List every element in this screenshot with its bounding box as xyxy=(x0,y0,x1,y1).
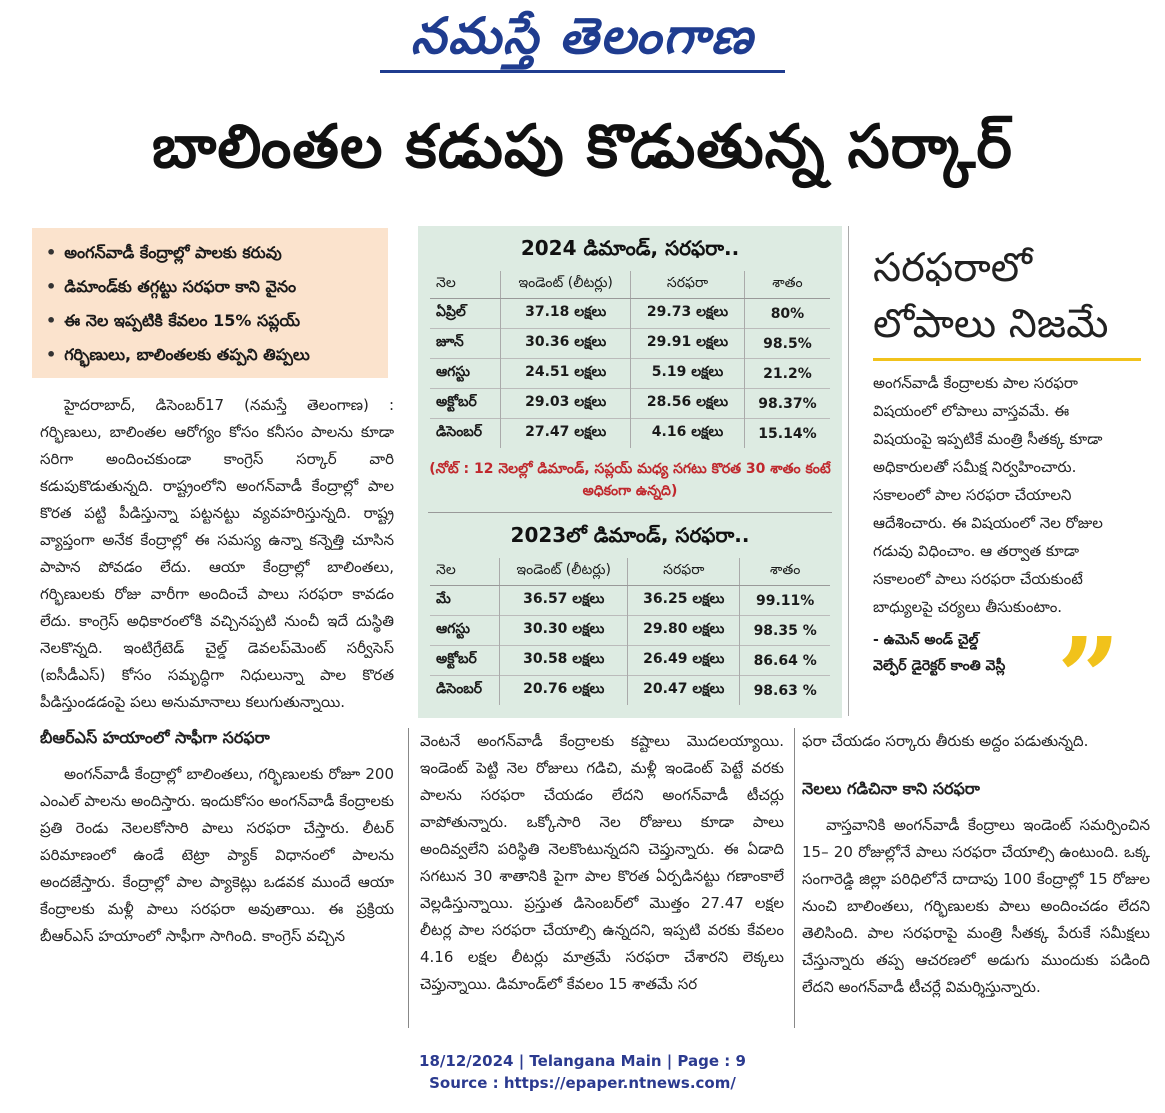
column-divider xyxy=(794,728,795,1028)
sidebar-accent-bar xyxy=(873,358,1141,361)
masthead-logo: నమస్తే తెలంగాణ xyxy=(410,6,755,65)
highlights-box xyxy=(32,228,388,378)
headline: బాలింతల కడుపు కొడుతున్న సర్కార్ xyxy=(152,112,1013,182)
table-separator xyxy=(428,512,832,513)
table-header: నెల xyxy=(430,271,501,299)
table-row: జూన్ 30.36 లక్షలు 29.91 లక్షలు 98.5% xyxy=(430,329,830,359)
article-column-2 xyxy=(420,728,784,998)
column-divider xyxy=(408,728,409,1028)
table-2023 xyxy=(430,558,830,705)
table-row: ఆగస్టు 24.51 లక్షలు 5.19 లక్షలు 21.2% xyxy=(430,359,830,389)
article-column-3 xyxy=(802,728,1150,1001)
table-note: (నోట్ : 12 నెలల్లో డిమాండ్, సప్లయ్ మధ్య సగటు కొరత 30 శాతం కంటే అధికంగా ఉన్నది) xyxy=(429,461,831,499)
sidebar-box xyxy=(848,226,1149,742)
footer xyxy=(0,1050,1165,1094)
data-tables-box xyxy=(418,226,842,718)
article-paragraph: వాస్తవానికి అంగన్‌వాడీ కేంద్రాలు ఇండెంట్ సమర్పించిన 15– 20 రోజుల్లోనే పాలు సరఫరా చేయాల్సి ఉంటుంది. ఒక్క సంగారెడ్డి జిల్లా పరిధిలోనే దాదాపు 100 కేంద్రాల్లో 15 రోజుల నుంచి బాలింతలు, గర్భిణులకు పాలు అందించడం లేదని తెలిసింది. పాల సరఫరాపై మంత్రి సీతక్క పేరుకే సమీక్షలు చేస్తున్నారు తప్ప ఆచరణలో అడుగు ముందుకు పడింది లేదని అంగన్‌వాడీ టీచర్లే విమర్శిస్తున్నారు. xyxy=(802,816,1150,996)
article-paragraph: ఫరా చేయడం సర్కారు తీరుకు అద్దం పడుతున్నది. xyxy=(802,732,1089,750)
table-header: ఇండెంట్ (లీటర్లు) xyxy=(501,271,631,299)
highlight-item: • గర్భిణులు, బాలింతలకు తప్పని తిప్పలు xyxy=(46,345,310,364)
sidebar-signature: - ఉమెన్ అండ్ చైల్డ్ వెల్ఫేర్ డైరెక్టర్ కాంతి వెస్లీ xyxy=(873,632,1006,674)
table-row: డిసెంబర్ 20.76 లక్షలు 20.47 లక్షలు 98.63 % xyxy=(430,676,830,706)
highlight-item: • అంగన్‌వాడీ కేంద్రాల్లో పాలకు కరువు xyxy=(46,243,282,262)
table-row: అక్టోబర్ 30.58 లక్షలు 26.49 లక్షలు 86.64 % xyxy=(430,646,830,676)
bullet-icon: • xyxy=(46,345,57,364)
article-column-1 xyxy=(40,392,394,950)
table-2024 xyxy=(430,271,830,448)
table-2023-title: 2023లో డిమాండ్, సరఫరా.. xyxy=(510,523,750,547)
table-row: డిసెంబర్ 27.47 లక్షలు 4.16 లక్షలు 15.14% xyxy=(430,419,830,449)
highlight-item: • ఈ నెల ఇప్పటికి కేవలం 15% సప్లయ్ xyxy=(46,311,301,330)
footer-source: Source : https://epaper.ntnews.com/ xyxy=(429,1074,736,1092)
masthead-underline xyxy=(380,70,785,73)
table-header: శాతం xyxy=(744,271,830,299)
table-2024-title: 2024 డిమాండ్, సరఫరా.. xyxy=(520,236,740,260)
article-paragraph: హైదరాబాద్, డిసెంబర్17 (నమస్తే తెలంగాణ) : గర్భిణులు, బాలింతల ఆరోగ్యం కోసం కనీసం పాలను కూడా సరిగా అందించకుండా కాంగ్రెస్ సర్కార్ వారి కడుపుకొడుతున్నది. రాష్ట్రంలోని అంగన్‌వాడీ కేంద్రాల్లో పాల కొరత పట్టి పీడిస్తున్నా పట్టనట్టు వ్యవహరిస్తున్నది. రాష్ట్ర వ్యాప్తంగా అనేక కేంద్రాల్లో ఈ సమస్య ఉన్నా కన్నెత్తి చూసిన పాపాన పోవడం లేదు. ఆయా కేంద్రాల్లో బాలింతలు, గర్భిణులకు రోజు వారీగా అందించే పాలు సరఫరా కావడం లేదు. కాంగ్రెస్ అధికారంలోకి వచ్చినప్పటి నుంచీ ఇదే దుస్థితి నెలకొన్నది. ఇంటిగ్రేటెడ్ చైల్డ్ డెవలప్‌మెంట్ సర్వీసెస్ (ఐసీడీఎస్) కోసం సమృద్ధిగా నిధులున్నా పాల కొరత పీడిస్తుండడంపై పలు అనుమానాలు కలుగుతున్నాయి. xyxy=(40,396,394,711)
article-subhead: బీఆర్‌ఎస్ హయాంలో సాఫీగా సరఫరా xyxy=(40,728,270,747)
table-row: అక్టోబర్ 29.03 లక్షలు 28.56 లక్షలు 98.37% xyxy=(430,389,830,419)
bullet-icon: • xyxy=(46,277,57,296)
sidebar-title: సరఫరాలో లోపాలు నిజమే xyxy=(873,245,1109,347)
article-paragraph: అంగన్‌వాడీ కేంద్రాల్లో బాలింతలు, గర్భిణులకు రోజూ 200 ఎంఎల్ పాలను అందిస్తారు. ఇందుకోసం అంగన్‌వాడీ కేంద్రాలకు ప్రతి రెండు నెలలకోసారి పాలు సరఫరా చేస్తారు. లీటర్ పరిమాణంలో ఉండే టెట్రా ప్యాక్ విధానంలో పాలను అందజేస్తారు. కేంద్రాల్లో పాల ప్యాకెట్లు ఒడవక ముందే ఆయా కేంద్రాలకు మళ్లీ పాలు సరఫరా అవుతాయి. ఈ ప్రక్రియ బీఆర్‌ఎస్ హయాంలో సాఫీగా సాగింది. కాంగ్రెస్ వచ్చిన xyxy=(40,765,394,945)
bullet-icon: • xyxy=(46,243,57,262)
table-header: సరఫరా xyxy=(631,271,745,299)
table-header: ఇండెంట్ (లీటర్లు) xyxy=(500,558,628,586)
table-header: శాతం xyxy=(740,558,830,586)
article-paragraph: వెంటనే అంగన్‌వాడీ కేంద్రాలకు కష్టాలు మొదలయ్యాయి. ఇండెంట్ పెట్టి నెల రోజులు గడిచి, మళ్లీ ఇండెంట్ పెట్టే వరకు పాలను సరఫరా చేయడం లేదని అంగన్‌వాడీ టీచర్లు వాపోతున్నారు. ఒక్కోసారి నెల రోజులు కూడా పాలు అందివ్వలేని పరిస్థితి నెలకొంటున్నదని చెప్తున్నారు. ఈ ఏడాది సగటున 30 శాతానికి పైగా పాల కొరత ఏర్పడినట్టు గణాంకాలే వెల్లడిస్తున్నాయి. ప్రస్తుత డిసెంబర్‌లో మొత్తం 27.47 లక్షల లీటర్ల పాల సరఫరా చేయాల్సి ఉన్నదని, ఇప్పటి వరకు కేవలం 4.16 లక్షల లీటర్లు మాత్రమే సరఫరా చేశారని లెక్కలు చెప్తున్నాయి. డిమాండ్‌లో కేవలం 15 శాతమే సర xyxy=(420,732,784,993)
table-row: మే 36.57 లక్షలు 36.25 లక్షలు 99.11% xyxy=(430,586,830,616)
table-row: ఏప్రిల్ 37.18 లక్షలు 29.73 లక్షలు 80% xyxy=(430,299,830,329)
highlight-item: • డిమాండ్‌కు తగ్గట్టు సరఫరా కాని వైనం xyxy=(46,277,297,296)
table-row: ఆగస్టు 30.30 లక్షలు 29.80 లక్షలు 98.35 % xyxy=(430,616,830,646)
table-header: నెల xyxy=(430,558,500,586)
footer-date-page: 18/12/2024 | Telangana Main | Page : 9 xyxy=(419,1052,746,1070)
table-header: సరఫరా xyxy=(628,558,740,586)
sidebar-text: అంగన్‌వాడీ కేంద్రాలకు పాల సరఫరా విషయంలో లోపాలు వాస్తవమే. ఈ విషయంపై ఇప్పటికే మంత్రి సీతక్క కూడా అధికారులతో సమీక్ష నిర్వహించారు. సకాలంలో పాల సరఫరా చేయాలని ఆదేశించారు. ఈ విషయంలో నెల రోజుల గడువు విధించాం. ఆ తర్వాత కూడా సకాలంలో పాలు సరఫరా చేయకుంటే బాధ్యులపై చర్యలు తీసుకుంటాం. xyxy=(873,374,1103,616)
quote-icon: ” xyxy=(1057,613,1121,742)
bullet-icon: • xyxy=(46,311,57,330)
article-subhead: నెలలు గడిచినా కాని సరఫరా xyxy=(802,779,980,798)
